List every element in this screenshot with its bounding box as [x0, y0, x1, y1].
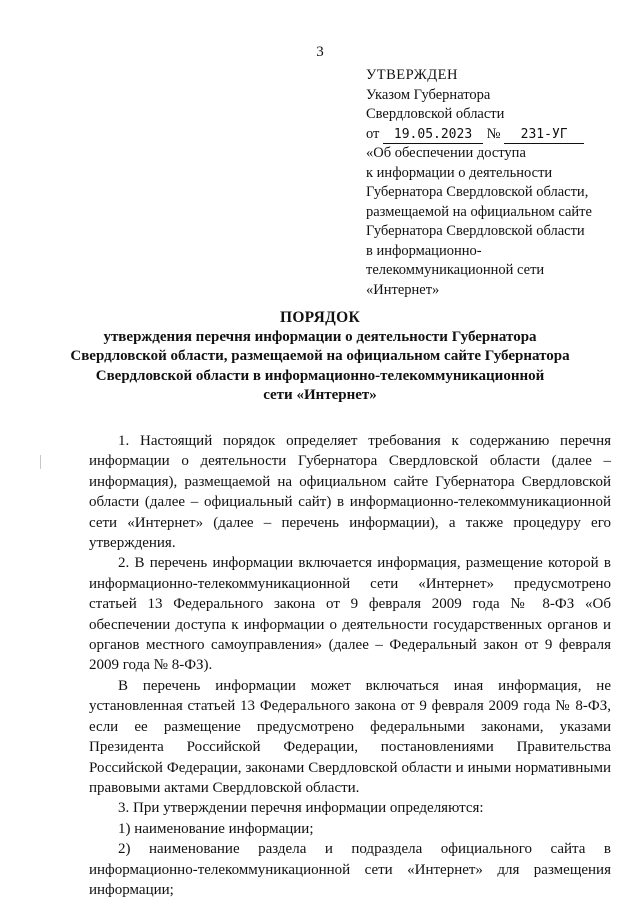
paragraph: В перечень информации может включаться иная информация, не установленная статьей 13 Федерального закона от 9 февраля 2009 года № 8-ФЗ, если ее размещение предусмотрено федеральными законами, указами Президента Российской Федерации, постановлениями Правительства Российской Федерации, законами Свердловской области и иными нормативными правовыми актами Свердловской области. [89, 677, 611, 796]
paragraph: 1) наименование информации; [118, 820, 314, 837]
approval-subject-line: «Интернет» [366, 281, 440, 298]
approval-line-1: Указом Губернатора [366, 86, 491, 103]
decree-date: 19.05.2023 [383, 127, 483, 144]
paragraph: 2) наименование раздела и подраздела официального сайта в информационно-телекоммуникационной сети «Интернет» для размещения информации; [89, 841, 611, 898]
document-body [89, 431, 611, 900]
approval-subject-line: «Об обеспечении доступа [366, 145, 526, 161]
number-label: № [486, 125, 501, 142]
scan-artifact [40, 455, 41, 469]
approval-subject-line: в информационно- [366, 242, 482, 259]
title-line: сети «Интернет» [263, 387, 377, 403]
title-heading: ПОРЯДОК [279, 309, 361, 326]
approval-subject-line: Губернатора Свердловской области, [366, 184, 589, 200]
approval-subject-line: размещаемой на официальном сайте [366, 203, 592, 220]
decree-number: 231-УГ [504, 127, 584, 144]
paragraph: 2. В перечень информации включается информация, размещение которой в информационно-телекоммуникационной сети «Интернет» предусмотрено статьей 13 Федерального закона от 9 февраля 2009 года № 8-ФЗ «Об обеспечении доступа к информации о деятельности государственных органов и органов местного самоуправления» (далее – Федеральный закон от 9 февраля 2009 года № 8-ФЗ). [89, 555, 611, 674]
approval-block [366, 66, 616, 300]
approval-line-2: Свердловской области [366, 106, 505, 122]
title-line: Свердловской области в информационно-телекоммуникационной [95, 367, 545, 384]
approval-date-line [366, 125, 616, 145]
page-number: 3 [316, 44, 324, 60]
paragraph: 1. Настоящий порядок определяет требования к содержанию перечня информации о деятельности Губернатора Свердловской области (далее – информация), размещаемой на официальном сайте Губернатора Свердловской области (далее – официальный сайт) в информационно-телекоммуникационной сети «Интернет» (далее – перечень информации), а также процедуру его утверждения. [89, 433, 611, 552]
paragraph: 3. При утверждении перечня информации определяются: [118, 800, 484, 817]
title-line: утверждения перечня информации о деятельности Губернатора [103, 328, 537, 345]
approval-subject-line: Губернатора Свердловской области [366, 223, 585, 239]
from-label: от [366, 125, 380, 142]
document-title [0, 308, 640, 406]
title-line: Свердловской области, размещаемой на официальном сайте Губернатора [70, 348, 570, 364]
approval-title: УТВЕРЖДЕН [366, 67, 458, 83]
approval-subject-line: телекоммуникационной сети [366, 262, 545, 278]
approval-subject-line: к информации о деятельности [366, 164, 553, 181]
